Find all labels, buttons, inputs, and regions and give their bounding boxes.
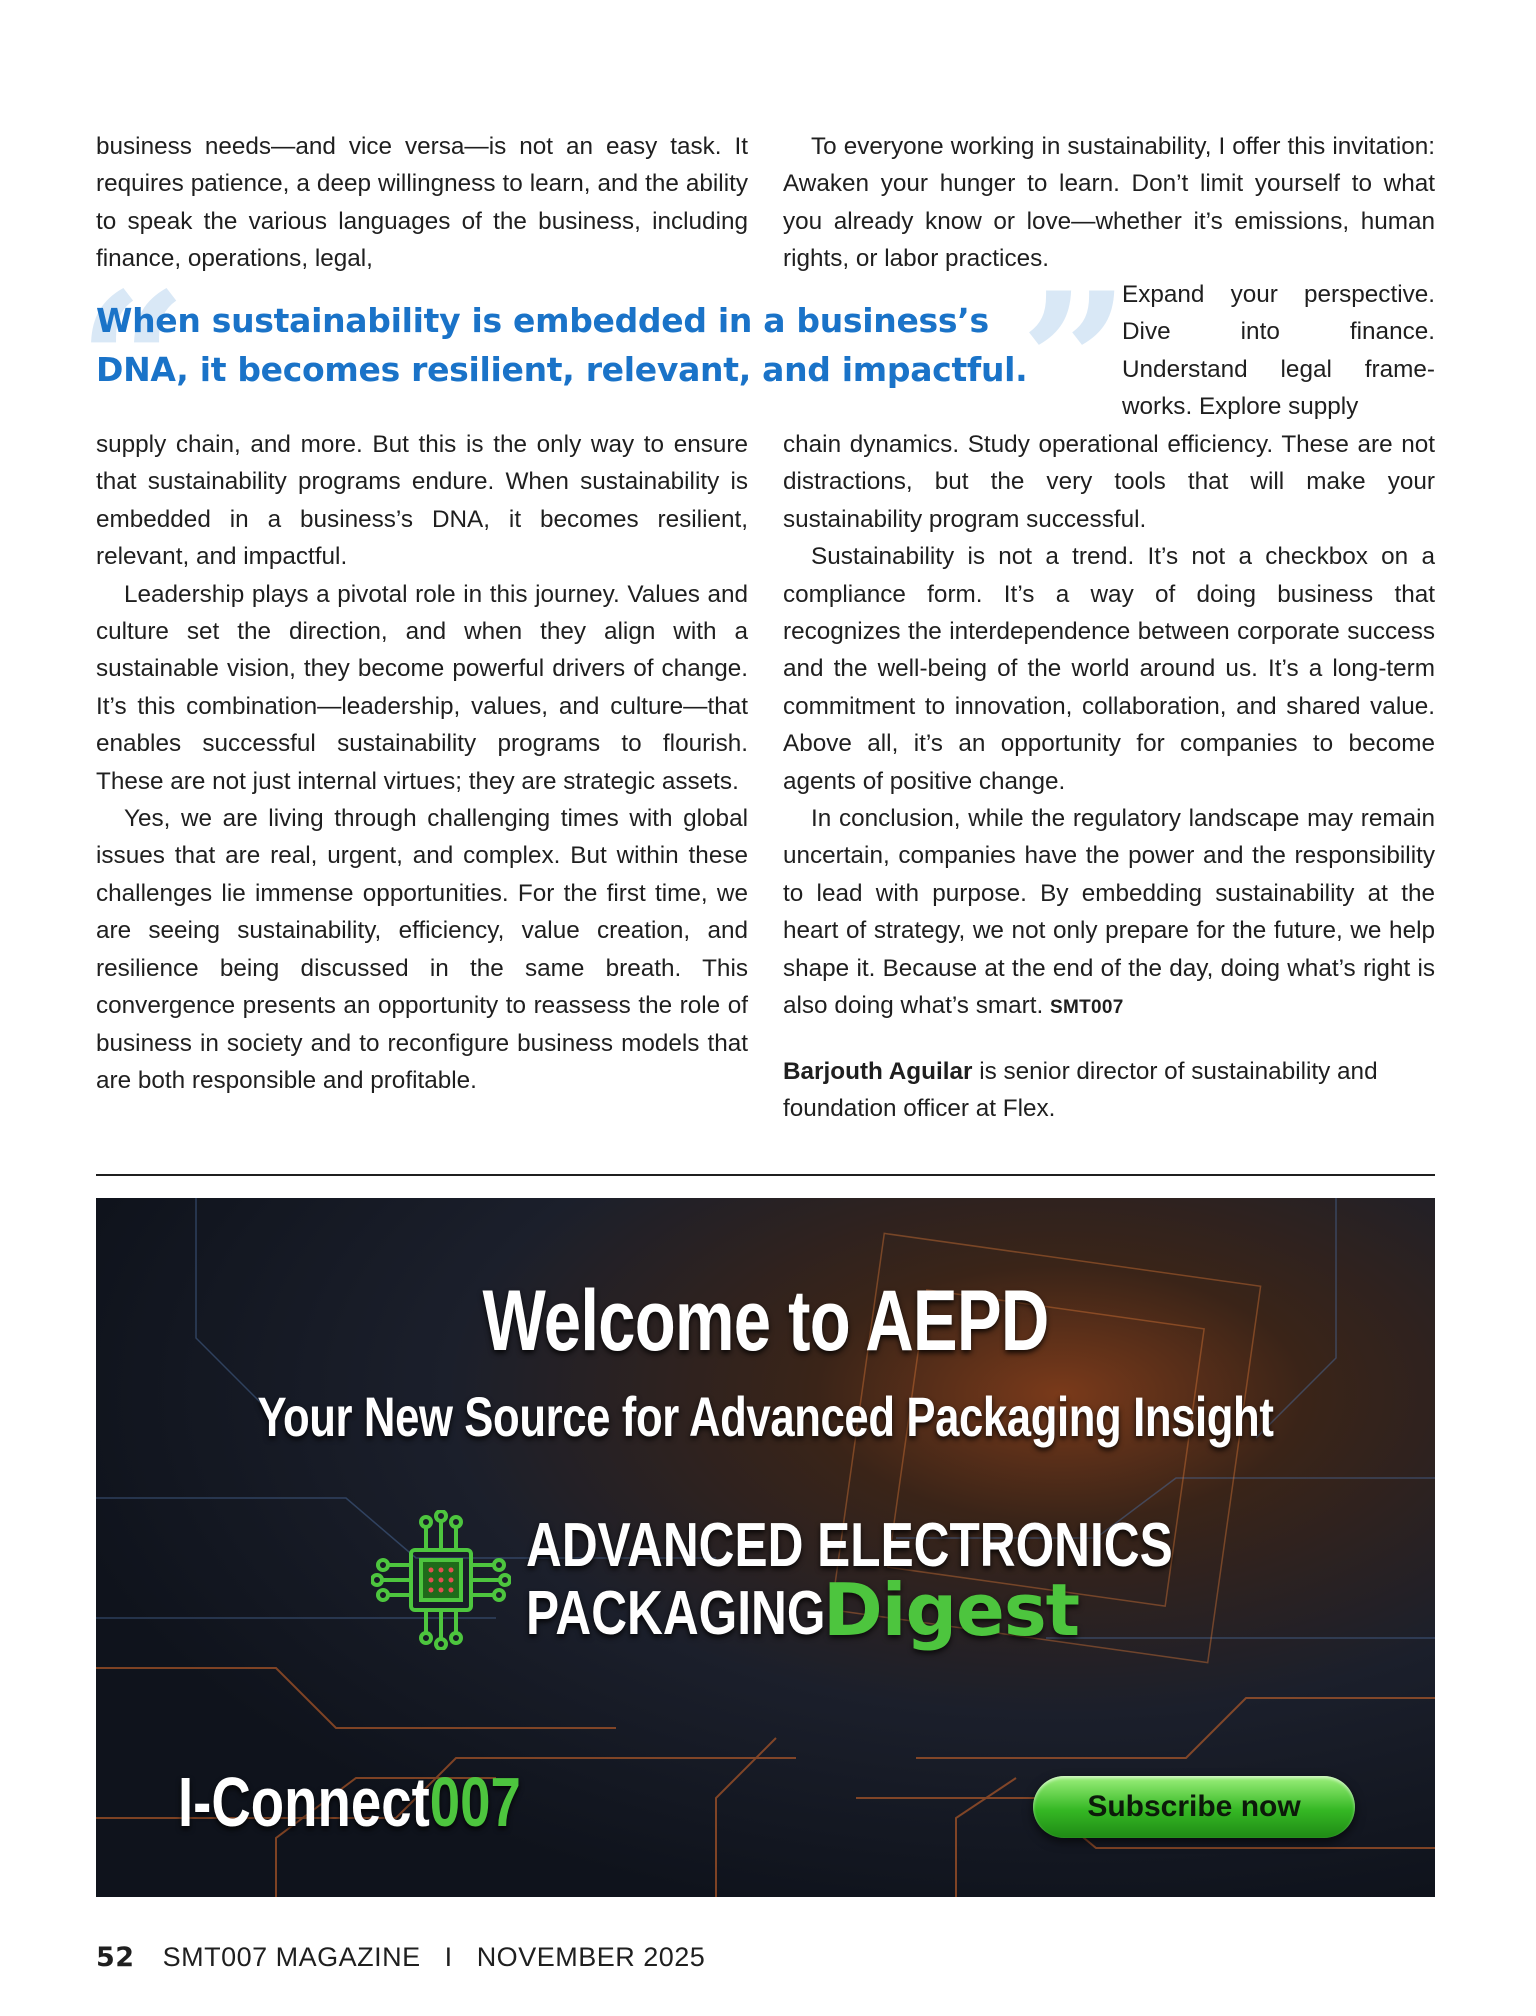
- iconnect-suffix: 007: [429, 1763, 521, 1841]
- signoff: SMT007: [1049, 997, 1124, 1019]
- paragraph: supply chain, and more. But this is the only way to ensure that sustainability programs endure. When sustainability is embedded in a business’s DNA, it becomes resilient, relevant, and impactful.: [96, 431, 748, 571]
- right-column-wrap: [1122, 276, 1435, 426]
- author-bio-text: is senior director of sustainability and foundation officer at Flex.: [783, 1057, 1378, 1122]
- page-number: 52: [96, 1942, 135, 1973]
- paragraph: business needs—and vice versa—is not an easy task. It requires patience, a deep willingness to learn, and the ability to speak the various languages of the business, including finance, operations, legal,: [96, 133, 748, 273]
- iconnect-prefix: I-Connect: [178, 1763, 430, 1841]
- left-column-bottom: [96, 426, 748, 1099]
- aepd-advertisement[interactable]: [96, 1198, 1435, 1897]
- paragraph: chain dynamics. Study operational efficiency. These are not distractions, but the very tools that will make your sustainability program successful.: [783, 431, 1435, 533]
- ad-headline: Welcome to AEPD: [482, 1273, 1049, 1369]
- pull-quote: [96, 296, 1096, 394]
- iconnect007-logo: [178, 1762, 521, 1842]
- page-footer: [96, 1942, 705, 1973]
- ad-brand-digest: Digest: [823, 1568, 1080, 1652]
- pull-quote-line: DNA, it becomes resilient, relevant, and impactful.: [96, 350, 1028, 389]
- right-column-top: [783, 128, 1435, 278]
- left-column-top: [96, 128, 748, 278]
- right-column-bottom: [783, 426, 1435, 1127]
- paragraph: Yes, we are living through challenging times with global issues that are real, urgent, and complex. But within these challenges lie immense opportunities. For the first time, we are seeing sustainability, efficiency, value creation, and resilience being discussed in the same breath. This convergence presents an opportunity to reassess the role of business in society and to reconfigure business models that are both responsible and profitable.: [96, 805, 748, 1094]
- issue-date: NOVEMBER 2025: [476, 1942, 706, 1972]
- author-name: Barjouth Aguilar: [783, 1057, 973, 1085]
- paragraph: Expand your perspective. Dive into finance. Understand legal frameworks. Explore supply: [1122, 281, 1435, 421]
- pull-quote-line: When sustainability is embedded in a business’s: [96, 301, 989, 340]
- paragraph: Sustainability is not a trend. It’s not a checkbox on a compliance form. It’s a way of doing business that recognizes the interdependence between corporate success and the well-being of the world around us. It’s a long-term commitment to innovation, collaboration, and shared value. Above all, it’s an opportunity for companies to become agents of positive change.: [783, 543, 1435, 795]
- paragraph: Leadership plays a pivotal role in this journey. Values and culture set the direction, and when they align with a sustainable vision, they become powerful drivers of change. It’s this combination—leadership, values, and culture—that enables successful sustainability programs to flourish. These are not just internal virtues; they are strategic assets.: [96, 580, 748, 795]
- ad-subhead: Your New Source for Advanced Packaging Insight: [257, 1385, 1274, 1448]
- close-quote-mark-icon: ”: [1020, 251, 1130, 474]
- circuit-chip-icon: [371, 1510, 511, 1650]
- author-bio: [783, 1053, 1435, 1128]
- paragraph: To everyone working in sustainability, I offer this invitation: Awaken your hunger to learn. Don’t limit yourself to what you already know or love—whether it’s emissions, human rights, or labor practices.: [783, 133, 1435, 273]
- ad-brand-line1: ADVANCED ELECTRONICS: [526, 1511, 1173, 1580]
- conclusion-text: In conclusion, while the regulatory landscape may remain uncertain, companies have the power and the responsibility to lead with purpose. By embedding sustainability at the heart of strategy, we not only prepare for the future, we help shape it. Because at the end of the day, doing what’s right is also doing what’s smart.: [783, 805, 1435, 1020]
- subscribe-now-button[interactable]: Subscribe now: [1033, 1776, 1355, 1838]
- ad-brand-line2: PACKAGING: [526, 1579, 826, 1648]
- publication-name: SMT007 MAGAZINE: [162, 1942, 421, 1972]
- paragraph: [783, 800, 1435, 1026]
- footer-separator: I: [444, 1942, 453, 1972]
- open-quote-mark-icon: “: [78, 251, 188, 474]
- divider: [96, 1174, 1435, 1176]
